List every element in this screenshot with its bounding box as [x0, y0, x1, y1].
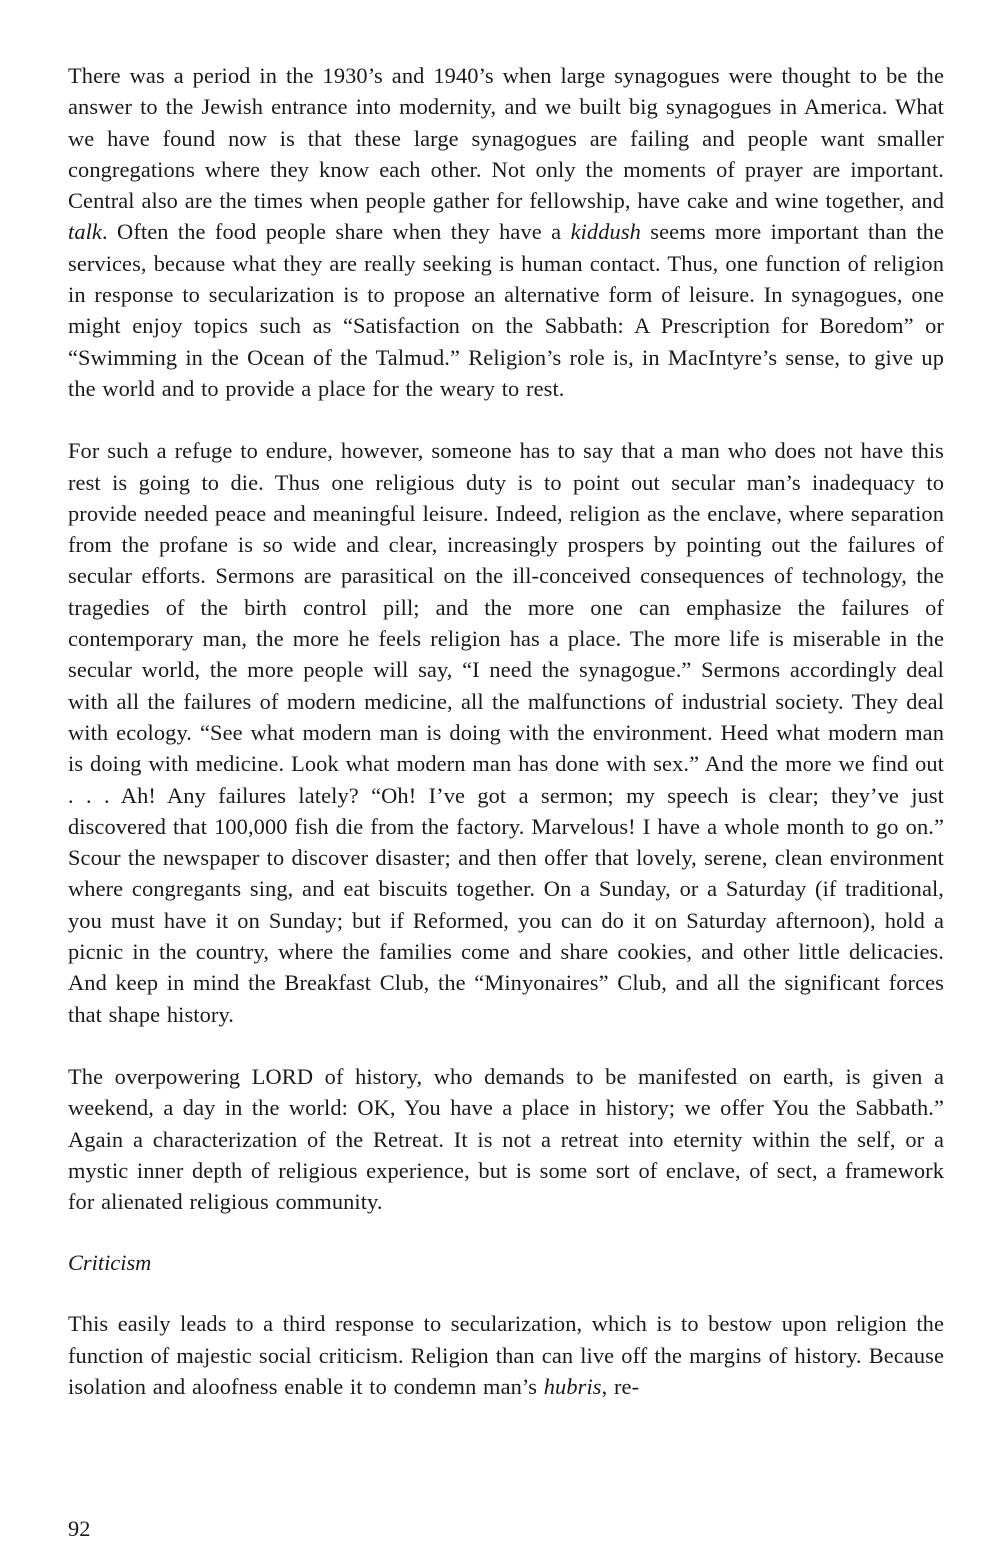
emphasis-hubris: hubris	[543, 1373, 602, 1399]
document-page	[68, 60, 944, 1402]
paragraph-4-text-a: This easily leads to a third response to secularization, which is to bestow upon religion the function of majestic social criticism. Religion than can live off the margins of history. Because isolation and aloofness enable it to condemn man’s	[68, 1311, 944, 1399]
paragraph-1-text-e: seems more important than the services, because what they are really seeking is human contact. Thus, one function of religion in response to secularization is to propose an alternative form of leisure. In synagogues, one might enjoy topics such as “Satisfaction on the Sabbath: A Prescription for Boredom” or “Swimming in the Ocean of the Talmud.” Religion’s role is, in MacIntyre’s sense, to give up the world and to provide a place for the weary to rest.	[68, 219, 944, 401]
emphasis-talk: talk	[68, 219, 102, 245]
paragraph-criticism	[68, 1308, 944, 1402]
paragraph-large-synagogues	[68, 60, 944, 404]
paragraph-1-text-c: . Often the food people share when they have a	[101, 219, 571, 245]
paragraph-refuge: For such a refuge to endure, however, someone has to say that a man who does not have this rest is going to die. Thus one religious duty is to point out secular man’s inadequacy to provide needed peace and meaningful leisure. Indeed, religion as the enclave, where separation from the profane is so wide and clear, increasingly prospers by pointing out the failures of secular efforts. Sermons are parasitical on the ill-conceived consequences of technology, the tragedies of the birth control pill; and the more one can emphasize the failures of contemporary man, the more he feels religion has a place. The more life is miserable in the secular world, the more people will say, “I need the synagogue.” Sermons accordingly deal with all the failures of modern medicine, all the malfunctions of industrial society. They deal with ecology. “See what modern man is doing with the environment. Heed what modern man is doing with medicine. Look what modern man has done with sex.” And the more we find out . . . Ah! Any failures lately? “Oh! I’ve got a sermon; my speech is clear; they’ve just discovered that 100,000 fish die from the factory. Marvelous! I have a whole month to go on.” Scour the newspaper to discover disaster; and then offer that lovely, serene, clean environment where congregants sing, and eat biscuits together. On a Sunday, or a Saturday (if traditional, you must have it on Sunday; but if Reformed, you can do it on Saturday afternoon), hold a picnic in the country, where the families come and share cookies, and other little delicacies. And keep in mind the Breakfast Club, the “Minyonaires” Club, and all the significant forces that shape history.	[68, 438, 944, 1027]
paragraph-4-text-c: , re-	[601, 1373, 640, 1399]
page-number: 92	[68, 1516, 91, 1541]
section-heading-criticism: Criticism	[68, 1250, 152, 1276]
emphasis-kiddush: kiddush	[570, 219, 641, 245]
paragraph-lord-of-history: The overpowering LORD of history, who demands to be manifested on earth, is given a weekend, a day in the world: OK, You have a place in history; we offer You the Sabbath.” Again a characterization of the Retreat. It is not a retreat into eternity within the self, or a mystic inner depth of religious experience, but is some sort of enclave, of sect, a framework for alienated religious community.	[68, 1063, 944, 1215]
paragraph-1-text-a: There was a period in the 1930’s and 1940’s when large synagogues were thought to be the answer to the Jewish entrance into modernity, and we built big synagogues in America. What we have found now is that these large synagogues are failing and people want smaller congregations where they know each other. Not only the moments of prayer are important. Central also are the times when people gather for fellowship, have cake and wine together, and	[68, 63, 944, 214]
